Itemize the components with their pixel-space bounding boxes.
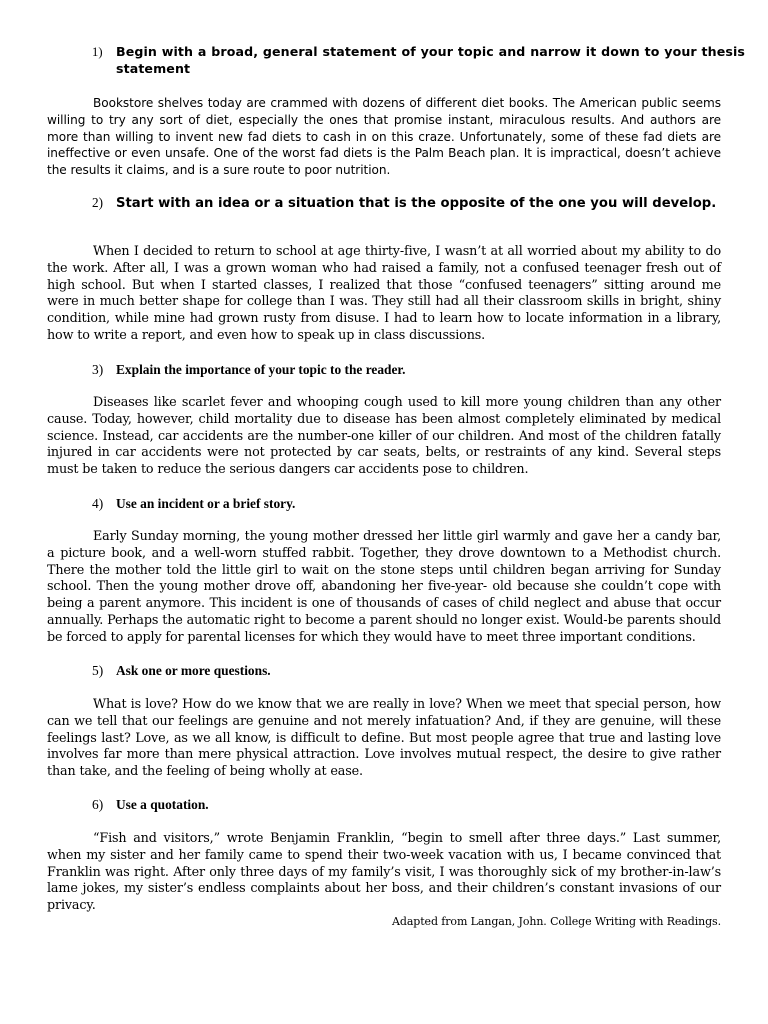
section-3-paragraph: Diseases like scarlet fever and whooping cough used to kill more young children than any other cause. Today, however, child mortality due to disease has been almost completely eliminated by medical science. Instead, car accidents are the number-one killer of our children. And most of the children fatally injured in car accidents were not protected by car seats, belts, or restraints of any kind. Several steps must be taken to reduce the serious dangers car accidents pose to children. <box>47 395 721 478</box>
section-1-heading-text: Begin with a broad, general statement of your topic and narrow it down to your thesis statement <box>116 44 745 76</box>
section-6-number: 6) <box>92 797 104 812</box>
section-5-heading <box>92 663 745 680</box>
section-1-heading <box>92 44 745 78</box>
section-6-heading-text: Use a quotation. <box>116 797 209 812</box>
section-3-heading <box>92 362 745 379</box>
section-1-paragraph: Bookstore shelves today are crammed with dozens of different diet books. The American public seems willing to try any sort of diet, especially the ones that promise instant, miraculous results. And authors are more than willing to invent new fad diets to cash in on this craze. Unfortunately, some of these fad diets are ineffective or even unsafe. One of the worst fad diets is the Palm Beach plan. It is impractical, doesn’t achieve the results it claims, and is a sure route to poor nutrition. <box>47 96 721 178</box>
section-5-number: 5) <box>92 663 104 678</box>
section-3-number: 3) <box>92 362 104 377</box>
section-2-heading <box>92 195 745 213</box>
section-2-paragraph: When I decided to return to school at age thirty-five, I wasn’t at all worried about my ability to do the work. After all, I was a grown woman who had raised a family, not a confused teenager fresh out of high school. But when I started classes, I realized that those “confused teenagers” sitting around me were in much better shape for college than I was. They still had all their classroom skills in bright, shiny condition, while mine had grown rusty from disuse. I had to learn how to locate information in a library, how to write a report, and even how to speak up in class discussions. <box>47 244 721 343</box>
section-2-number: 2) <box>92 195 103 210</box>
section-4-paragraph: Early Sunday morning, the young mother dressed her little girl warmly and gave her a candy bar, a picture book, and a well-worn stuffed rabbit. Together, they drove downtown to a Methodist church. There the mother told the little girl to wait on the stone steps until children began arriving for Sunday school. Then the young mother drove off, abandoning her five-year- old because she couldn’t cope with being a parent anymore. This incident is one of thousands of cases of child neglect and abuse that occur annually. Perhaps the automatic right to become a parent should no longer exist. Would-be parents should be forced to apply for parental licenses for which they would have to meet three important conditions. <box>47 529 721 645</box>
section-6-paragraph: “Fish and visitors,” wrote Benjamin Franklin, “begin to smell after three days.” Last summer, when my sister and her family came to spend their two-week vacation with us, I became convinced that Franklin was right. After only three days of my family’s visit, I was thoroughly sick of my brother-in-law’s lame jokes, my sister’s endless complaints about her boss, and their children’s constant invasions of our privacy. <box>47 831 721 914</box>
section-4-number: 4) <box>92 496 104 511</box>
section-6-heading <box>92 797 745 814</box>
section-1-number: 1) <box>92 45 103 59</box>
section-4-heading <box>92 496 745 513</box>
section-4-heading-text: Use an incident or a brief story. <box>116 496 296 511</box>
section-5-heading-text: Ask one or more questions. <box>116 663 271 678</box>
section-5-paragraph: What is love? How do we know that we are really in love? When we meet that special person, how can we tell that our feelings are genuine and not merely infatuation? And, if they are genuine, will these feelings last? Love, as we all know, is difficult to define. But most people agree that true and lasting love involves far more than mere physical attraction. Love involves mutual respect, the desire to give rather than take, and the feeling of being wholly at ease. <box>47 697 721 780</box>
source-citation: Adapted from Langan, John. College Writing with Readings. <box>392 915 721 928</box>
section-2-heading-text: Start with an idea or a situation that is the opposite of the one you will develop. <box>116 196 717 211</box>
section-3-heading-text: Explain the importance of your topic to the reader. <box>116 362 406 377</box>
